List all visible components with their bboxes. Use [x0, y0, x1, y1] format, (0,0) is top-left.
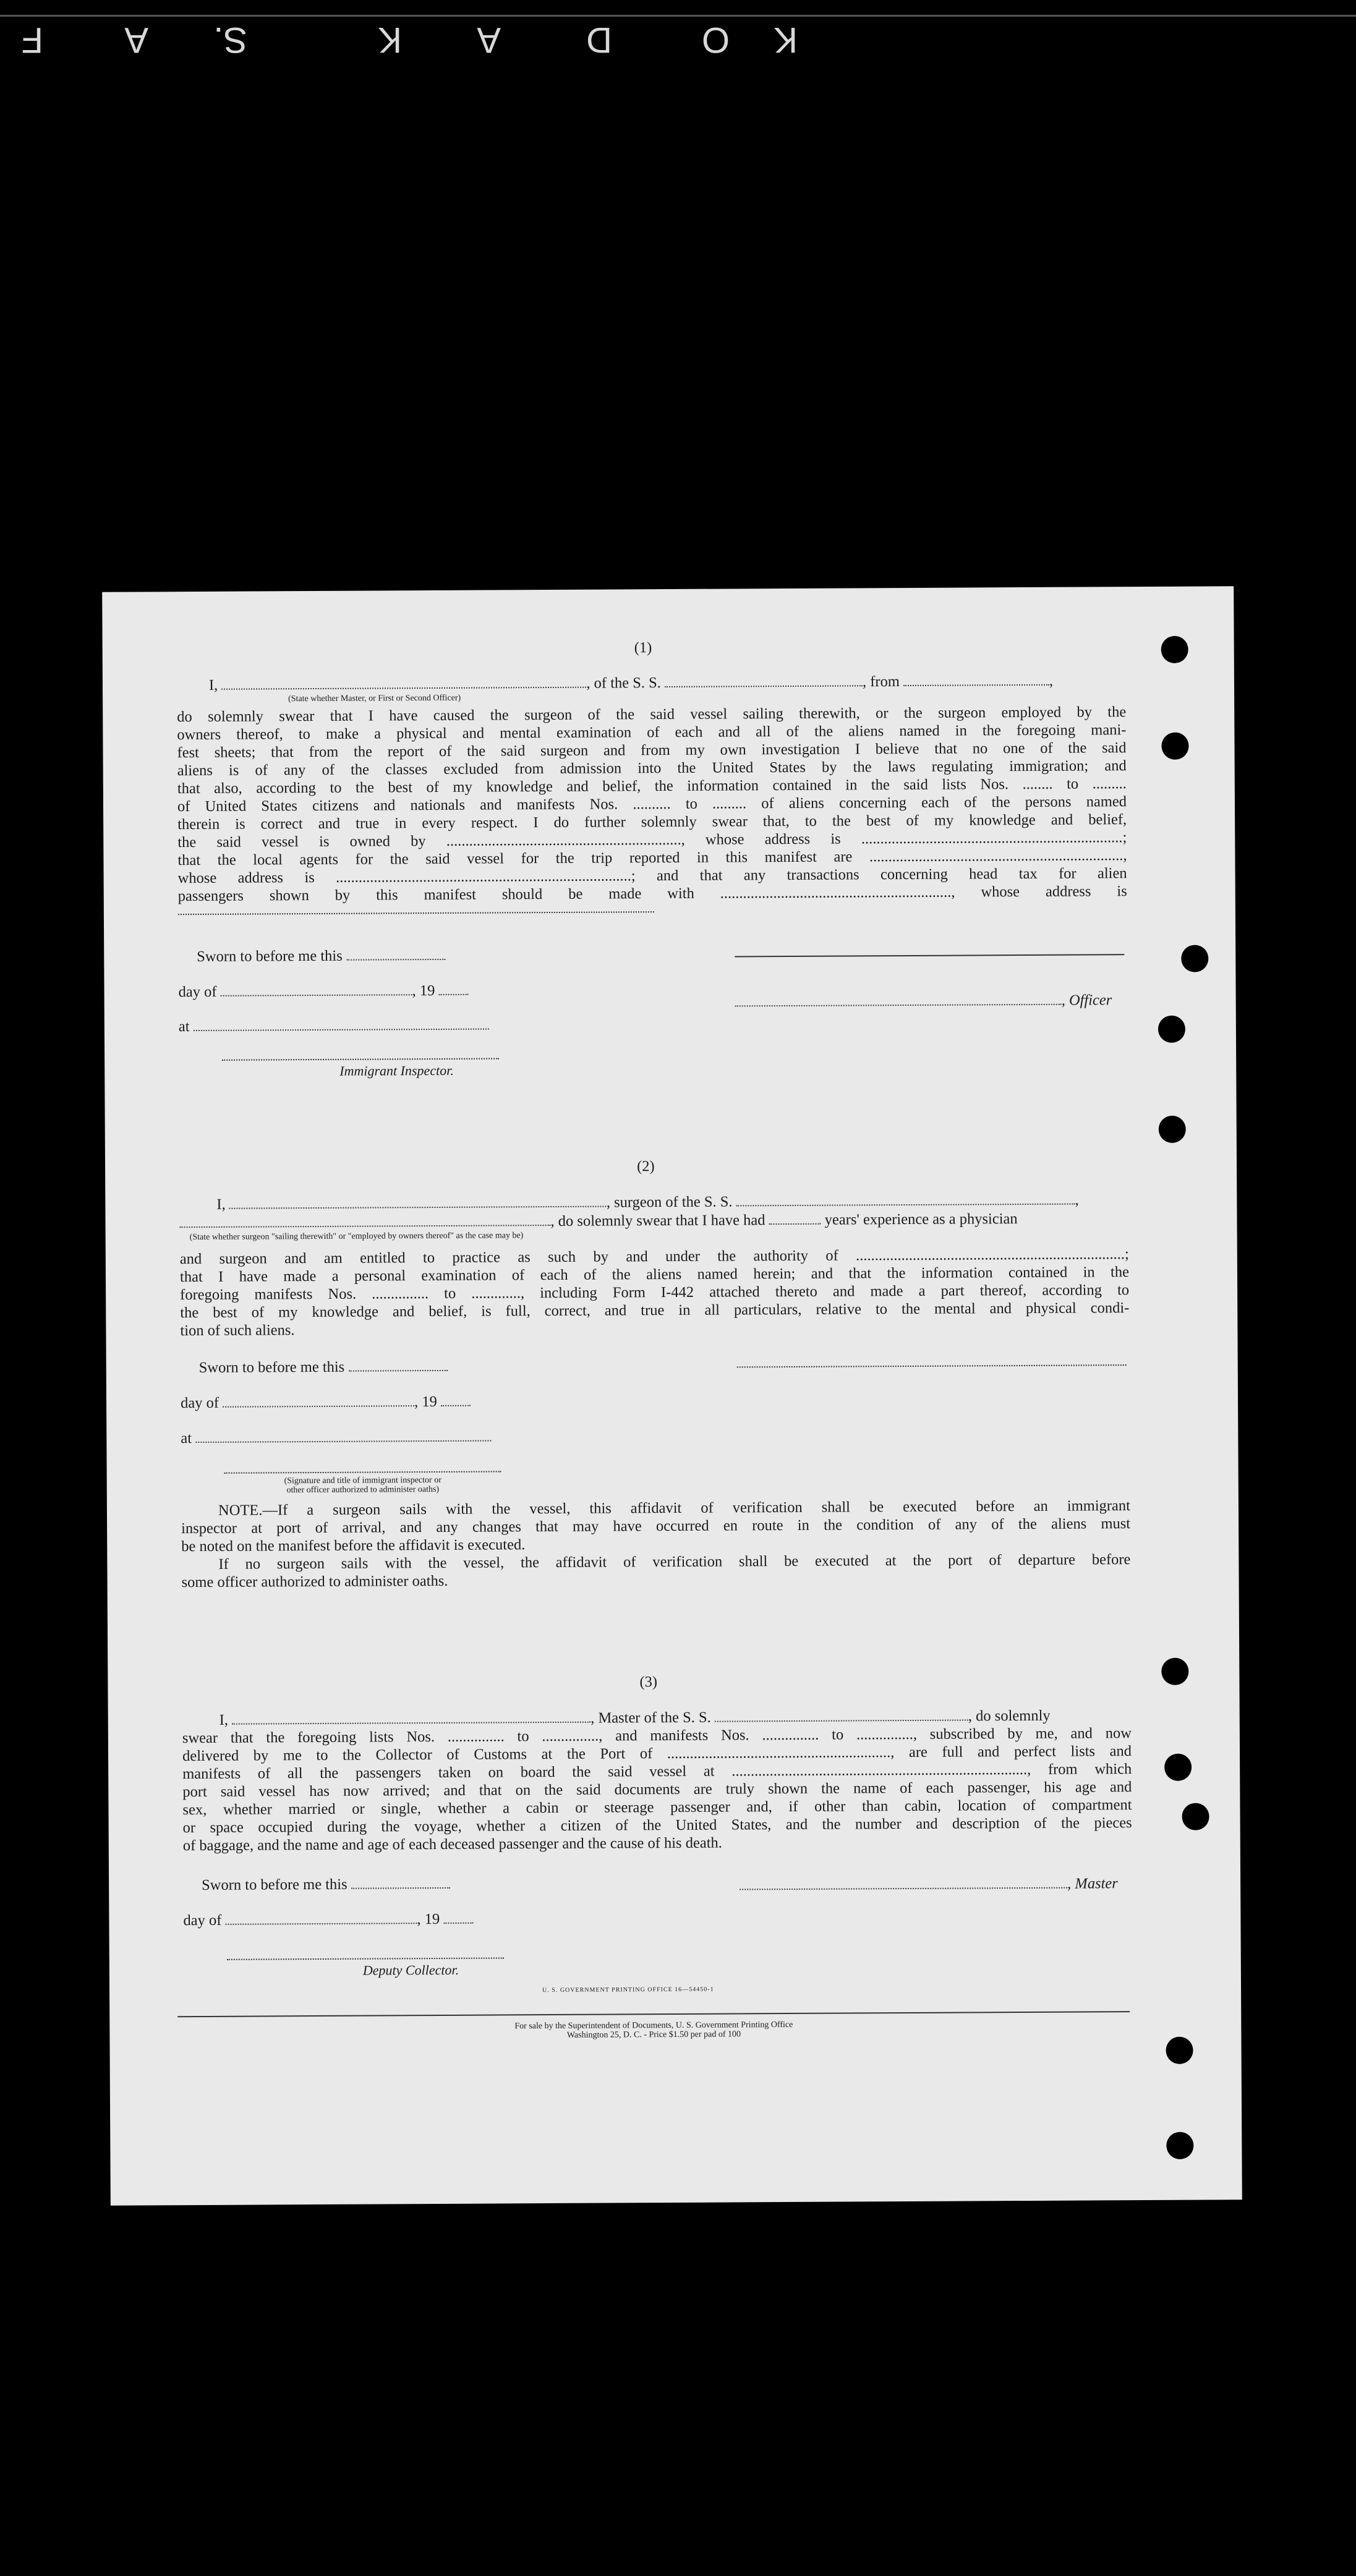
s2-day-of [181, 1393, 471, 1412]
s3-blank-name [232, 1711, 591, 1725]
s1-at-label: at [178, 1018, 190, 1035]
s3-collector-sig-line [227, 1957, 504, 1960]
binder-hole [1164, 1754, 1192, 1781]
s3-body [182, 1724, 1132, 1855]
binder-hole [1159, 1116, 1186, 1143]
s2-note-line: NOTE.—If a surgeon sails with the vessel, this affidavit of verification shall be executed before an immigrant [218, 1497, 1131, 1519]
s1-line: the said vessel is owned by .............................................................., whose address is .....................................................................; [177, 829, 1127, 851]
s3-year-label: , 19 [417, 1910, 440, 1928]
binder-hole [1166, 2132, 1193, 2159]
s3-swear: , do solemnly [968, 1707, 1051, 1725]
s2-sig-caption-1: (Signature and title of immigrant inspector or [284, 1475, 441, 1486]
s1-officer-sig-line [735, 954, 1124, 957]
s1-line: aliens is of any of the classes excluded from admission into the United States by the laws regulating immigration; and [177, 757, 1127, 780]
s1-line: that also, according to the best of my knowledge and belief, the information contained in the said lists Nos. ........ to ......... [177, 775, 1127, 797]
binder-hole [1161, 1658, 1188, 1685]
s1-at [179, 1016, 489, 1036]
s1-inspector-sig-line [222, 1058, 499, 1060]
s1-blank-at [194, 1018, 489, 1032]
binder-hole [1181, 945, 1208, 972]
s3-blank-master-sig [740, 1876, 1067, 1890]
film-edge-marking [19, 17, 798, 61]
s3-blank-day [225, 1911, 417, 1925]
s1-officer-line [735, 991, 1112, 1011]
section-2-heading: (2) [636, 1158, 655, 1175]
s3-line: manifests of all the passengers taken on board the said vessel at .............................................................................., from which [182, 1761, 1132, 1783]
film-letter: S. [213, 20, 247, 60]
s2-i: I, [216, 1196, 226, 1213]
film-letter: D [586, 20, 612, 60]
s3-i: I, [219, 1711, 229, 1728]
binder-hole [1161, 733, 1188, 760]
s2-blank-ship [736, 1192, 1075, 1207]
s2-blank-years [769, 1212, 821, 1225]
s1-blank-from [903, 673, 1049, 686]
s1-sworn [197, 946, 445, 966]
s3-line: or space occupied during the voyage, whether a citizen of the United States, and the number and description of the pieces [182, 1814, 1132, 1837]
s1-line: whose address is ..............................................................................; and that any transactions concerning head tax for alien [177, 865, 1127, 887]
film-letter: A [124, 20, 148, 60]
s1-of-ss: , of the S. S. [586, 674, 661, 692]
s3-line: swear that the foregoing lists Nos. ............... to ..............., and manifests Nos. ............... to ..............., subscribed by me, and now [182, 1725, 1132, 1747]
film-edge-line [0, 15, 1356, 17]
s1-line: passengers shown by this manifest should be made with ............................................................., whose address is [177, 883, 1127, 905]
s3-line: port said vessel has now arrived; and that on the said documents are truly shown the name of each passenger, his age and [182, 1779, 1132, 1801]
binder-hole [1166, 2037, 1193, 2064]
film-letter: K [774, 20, 798, 60]
s2-note-line: be noted on the manifest before the affidavit is executed. [181, 1536, 526, 1555]
s3-sworn [202, 1875, 450, 1894]
s2-note [181, 1497, 1131, 1591]
s2-inspector-sig-line [224, 1471, 501, 1473]
s3-sworn-label: Sworn to before me this [202, 1876, 348, 1894]
s3-blank-year [443, 1911, 473, 1924]
s2-blank-status [179, 1214, 550, 1228]
section-3-heading: (3) [639, 1673, 658, 1691]
manifest-affidavit-page [102, 586, 1242, 2206]
s1-line: that the local agents for the said vessel for the trip reported in this manifest are ..................................................................., [177, 847, 1127, 869]
s3-line: delivered by me to the Collector of Customs at the Port of ..........................................................., are full and perfect lists and [182, 1743, 1132, 1765]
s2-surgeon: , surgeon of the S. S. [606, 1193, 733, 1211]
section-1-heading: (1) [634, 639, 652, 657]
s3-day-of [183, 1910, 473, 1929]
s2-sworn [199, 1358, 448, 1377]
s1-line: therein is correct and true in every respect. I do further solemnly swear that, to the best of my knowledge and belief, [177, 811, 1127, 833]
s1-inspector-label: Immigrant Inspector. [339, 1062, 454, 1079]
s2-blank-day [223, 1394, 414, 1408]
footer-rule [177, 2011, 1130, 2017]
s2-note2-line: some officer authorized to administer oaths. [181, 1572, 448, 1591]
s1-blank-officer [221, 676, 586, 690]
s1-blank-ship [665, 674, 863, 687]
s3-master-label: , Master [1067, 1875, 1118, 1892]
s1-line: owners thereof, to make a physical and mental examination of each and all of the aliens named in the foregoing mani- [177, 721, 1127, 744]
s1-sworn-label: Sworn to before me this [197, 947, 343, 966]
s2-body [180, 1245, 1130, 1340]
s2-line: the best of my knowledge and belief, is full, correct, and true in all particulars, relative to the mental and physical condi- [180, 1299, 1130, 1322]
s1-blank-address [178, 911, 654, 915]
s2-line: and surgeon and am entitled to practice as such by and under the authority of .......................................................................; [179, 1246, 1129, 1268]
s1-line: do solemnly swear that I have caused the surgeon of the said vessel sailing therewith, or the surgeon employed by the [177, 704, 1127, 726]
binder-hole [1158, 1016, 1185, 1043]
s2-at [181, 1428, 491, 1448]
s2-note2-line: If no surgeon sails with the vessel, the affidavit of verification shall be executed at the port of departure before [218, 1551, 1131, 1573]
s1-i: I, [208, 676, 218, 694]
s2-note-line: inspector at port of arrival, and any changes that may have occurred en route in the condition of any of the aliens must [181, 1515, 1131, 1537]
s1-from: , from [862, 673, 900, 691]
s1-blank-officer-title [735, 993, 1062, 1007]
s1-line: fest sheets; that from the report of the said surgeon and from my own investigation I believe that no one of the said [177, 739, 1127, 762]
s1-year-label: , 19 [412, 982, 435, 1000]
footer-line-1: For sale by the Superintendent of Documents, U. S. Government Printing Office [514, 2020, 793, 2031]
s2-line: that I have made a personal examination of each of the aliens named herein; and that the information contained in the [179, 1264, 1130, 1286]
s1-officer-caption: (State whether Master, or First or Second Officer) [288, 693, 461, 704]
s3-line: sex, whether married or single, whether a cabin or steerage passenger and, if other than cabin, location of compartment [182, 1796, 1132, 1819]
s3-blank-ship [715, 1708, 968, 1722]
s2-blank-sworn [348, 1359, 447, 1372]
film-letter: A [477, 20, 501, 60]
s1-blank-year [438, 983, 468, 995]
s1-officer-label: , Officer [1061, 992, 1112, 1009]
s3-collector-label: Deputy Collector. [362, 1962, 459, 1978]
s2-at-label: at [181, 1430, 192, 1447]
s2-years: years' experience as a physician [824, 1210, 1018, 1228]
s1-day-of-label: day of [178, 983, 217, 1001]
s3-day-of-label: day of [183, 1911, 222, 1929]
s1-line1-end: , [1049, 672, 1054, 689]
s2-swear: , do solemnly swear that I have had [550, 1212, 765, 1230]
s1-blank-day [221, 983, 412, 997]
s1-body [177, 703, 1127, 905]
s2-surgeon-sig-line [737, 1364, 1127, 1367]
s1-blank-sworn [346, 948, 445, 961]
s2-status-caption: (State whether surgeon "sailing therewith" or "employed by owners thereof" as the case may be) [189, 1231, 524, 1243]
film-letter: O [701, 20, 730, 60]
binder-hole [1161, 636, 1188, 663]
s1-line: of United States citizens and nationals and manifests Nos. .......... to ......... of aliens concerning each of the persons named [177, 793, 1127, 815]
s2-line2 [179, 1210, 1017, 1232]
film-letter: K [378, 20, 402, 60]
film-letter: F [21, 20, 43, 60]
s2-line: tion of such aliens. [180, 1322, 295, 1340]
s2-blank-at [195, 1429, 491, 1443]
s2-day-of-label: day of [180, 1394, 220, 1412]
footer-line-2: Washington 25, D. C. - Price $1.50 per pad of 100 [566, 2030, 741, 2040]
binder-hole [1182, 1803, 1209, 1830]
gpo-imprint: U. S. GOVERNMENT PRINTING OFFICE 16—54450-1 [542, 1986, 714, 1994]
s3-master-line [740, 1874, 1118, 1894]
s3-line: of baggage, and the name and age of each deceased passenger and the cause of his death. [182, 1834, 722, 1855]
s1-day-of [178, 982, 468, 1001]
s2-blank-year [441, 1394, 471, 1406]
s2-sworn-label: Sworn to before me this [198, 1358, 345, 1377]
s2-blank-name [229, 1195, 607, 1209]
s3-master: , Master of the S. S. [591, 1709, 711, 1727]
s3-blank-sworn [351, 1876, 450, 1889]
s2-line: foregoing manifests Nos. ............... to ............., including Form I-442 attached thereto and made a part thereof, according to [180, 1282, 1130, 1304]
s2-sig-caption-2: other officer authorized to administer oaths) [286, 1484, 440, 1495]
s2-line1-end: , [1075, 1191, 1079, 1209]
s2-year-label: , 19 [414, 1393, 437, 1411]
s1-line1 [209, 671, 1112, 694]
